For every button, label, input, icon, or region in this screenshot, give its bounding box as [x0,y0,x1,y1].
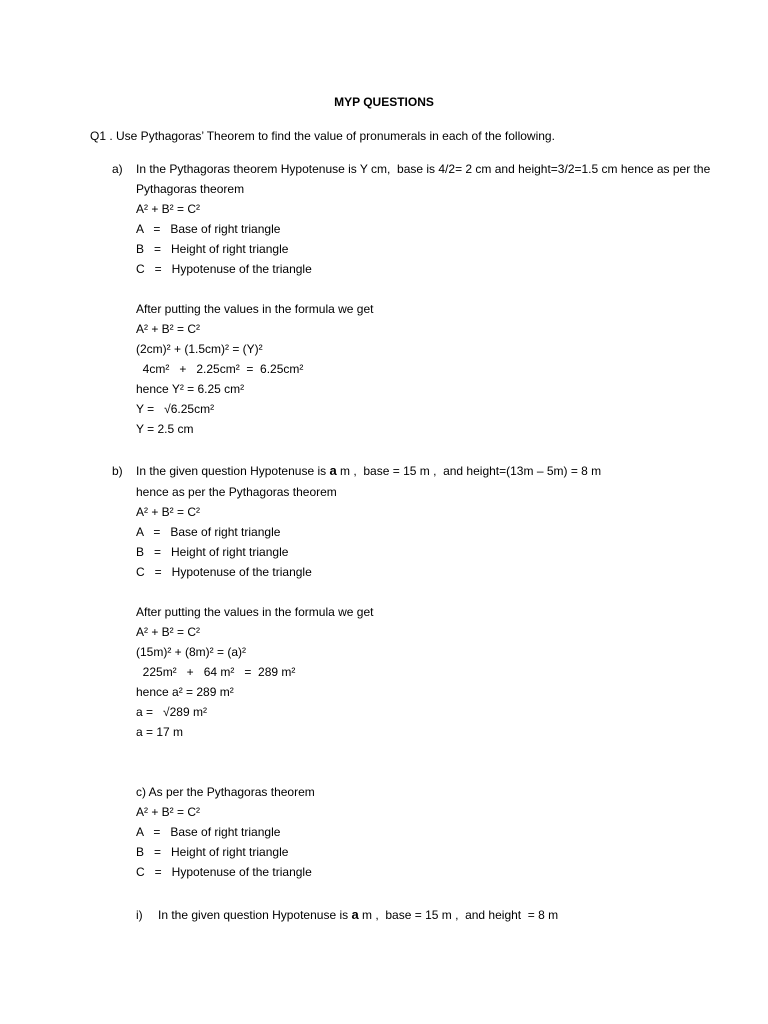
part-b-root: a = √289 m² [136,705,207,719]
part-a-formula: A² + B² = C² [136,202,201,216]
part-c-def-b: B = Height of right triangle [136,845,289,859]
part-a-intro-line2: Pythagoras theorem [136,182,245,196]
part-a-def-c: C = Hypotenuse of the triangle [136,262,312,276]
part-c-i-variable: a [351,907,359,922]
part-b-formula-2: A² + B² = C² [136,625,201,639]
part-b-intro-post: m , base = 15 m , and height=(13m – 5m) = 8 m [336,464,602,478]
part-c-def-c: C = Hypotenuse of the triangle [136,865,312,879]
part-c-i-text [158,907,558,923]
part-c-i-marker: i) [136,908,143,922]
part-b-substitution: (15m)² + (8m)² = (a)² [136,645,247,659]
part-b-hence: hence a² = 289 m² [136,685,234,699]
part-a-hence: hence Y² = 6.25 cm² [136,382,245,396]
part-a-substitution: (2cm)² + (1.5cm)² = (Y)² [136,342,263,356]
part-a-formula-2: A² + B² = C² [136,322,201,336]
part-a-intro-line1: In the Pythagoras theorem Hypotenuse is Y cm, base is 4/2= 2 cm and height=3/2=1.5 cm hence as per the [136,162,711,176]
part-b-formula: A² + B² = C² [136,505,201,519]
part-c-formula: A² + B² = C² [136,805,201,819]
part-b-def-c: C = Hypotenuse of the triangle [136,565,312,579]
part-b-marker: b) [112,464,123,478]
part-b-intro-line2: hence as per the Pythagoras theorem [136,485,337,499]
part-b-after: After putting the values in the formula we get [136,605,374,619]
part-c-i-post: m , base = 15 m , and height = 8 m [358,908,559,922]
part-a-result: Y = 2.5 cm [136,422,194,436]
part-b-intro-pre: In the given question Hypotenuse is [136,464,330,478]
page-title: MYP QUESTIONS [334,95,434,109]
part-a-root: Y = √6.25cm² [136,402,215,416]
part-c-def-a: A = Base of right triangle [136,825,281,839]
question-1-heading: Q1 . Use Pythagoras’ Theorem to find the value of pronumerals in each of the following. [90,129,555,143]
part-b-def-a: A = Base of right triangle [136,525,281,539]
part-a-after: After putting the values in the formula we get [136,302,374,316]
part-c-i-pre: In the given question Hypotenuse is [158,908,352,922]
part-b-sum: 225m² + 64 m² = 289 m² [136,665,296,679]
part-b-result: a = 17 m [136,725,184,739]
part-b-def-b: B = Height of right triangle [136,545,289,559]
part-c-intro: c) As per the Pythagoras theorem [136,785,315,799]
part-a-marker: a) [112,162,123,176]
part-a-sum: 4cm² + 2.25cm² = 6.25cm² [136,362,304,376]
part-a-def-a: A = Base of right triangle [136,222,281,236]
part-b-variable: a [329,463,337,478]
part-b-intro-line1 [136,463,601,479]
part-a-def-b: B = Height of right triangle [136,242,289,256]
